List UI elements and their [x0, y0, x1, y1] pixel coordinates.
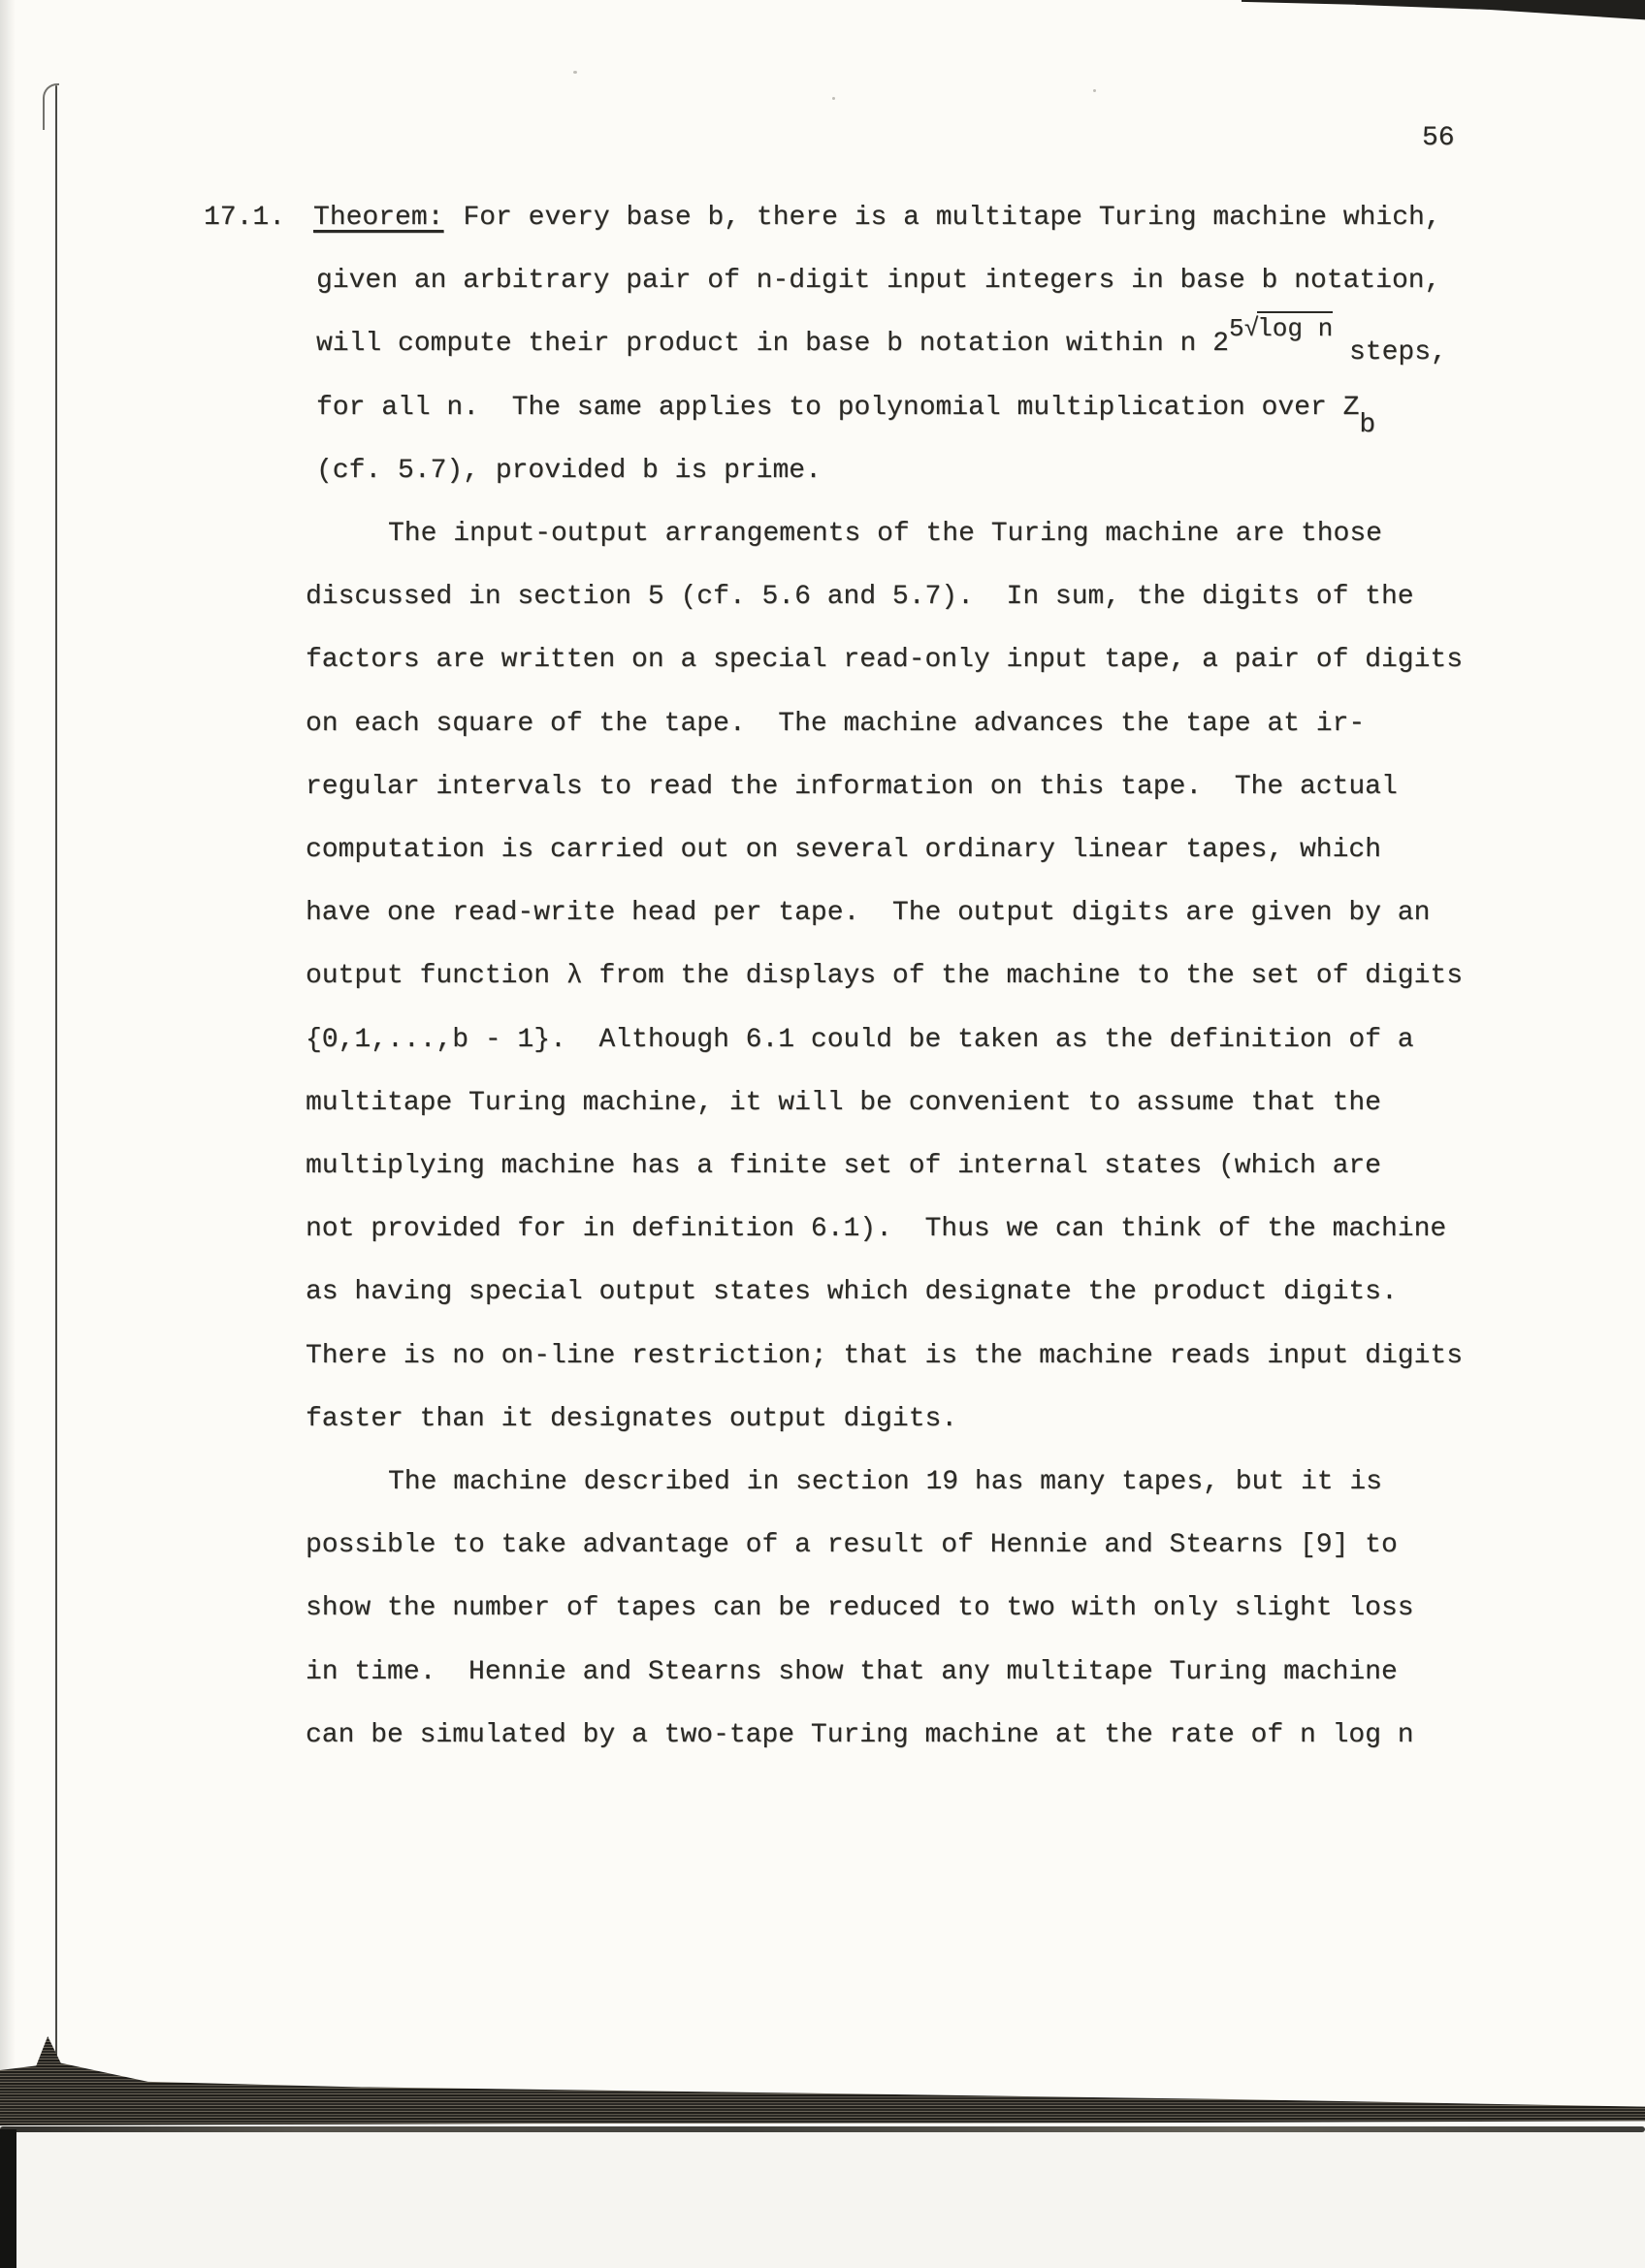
text-line: There is no on-line restriction; that is the machine reads input digits: [306, 1340, 1463, 1371]
exponent-expression: 5√log n: [1229, 298, 1333, 361]
page-number: 56: [1422, 123, 1455, 153]
scan-artifact-top-right: [1242, 0, 1645, 23]
text-line: regular intervals to read the information on this tape. The actual: [306, 771, 1398, 802]
z-subscript: b: [1359, 409, 1376, 440]
scan-bottom-area: [0, 2132, 1645, 2268]
theorem-heading: Theorem:: [313, 203, 444, 233]
text-line: factors are written on a special read-only input tape, a pair of digits: [306, 645, 1463, 676]
formula-tail: steps,: [1333, 337, 1447, 368]
text-line: as having special output states which designate the product digits.: [306, 1277, 1398, 1308]
text-line: output function λ from the displays of the machine to the set of digits: [306, 961, 1463, 992]
text-line: faster than it designates output digits.: [306, 1403, 958, 1434]
scan-speck: [1093, 89, 1096, 92]
text-line: discussed in section 5 (cf. 5.6 and 5.7). In sum, the digits of the: [306, 582, 1414, 613]
scan-artifact-bottom-band: [0, 2036, 1645, 2125]
text-line: not provided for in definition 6.1). Thus we can think of the machine: [306, 1214, 1447, 1245]
radicand: log n: [1257, 311, 1333, 343]
text-line: {0,1,...,b - 1}. Although 6.1 could be taken as the definition of a: [306, 1024, 1414, 1055]
page-edge-line: [55, 85, 57, 2065]
scan-speck: [832, 97, 835, 100]
scan-artifact-bottom-left-strip: [0, 2129, 16, 2268]
text-line: The input-output arrangements of the Turing machine are those: [388, 519, 1382, 549]
section-number: 17.1.: [204, 203, 286, 233]
text-line: can be simulated by a two-tape Turing machine at the rate of n log n: [306, 1719, 1414, 1750]
text-line: (cf. 5.7), provided b is prime.: [316, 455, 822, 486]
text-line: have one read-write head per tape. The output digits are given by an: [306, 898, 1431, 929]
text-line: possible to take advantage of a result of Hennie and Stearns [9] to: [306, 1530, 1398, 1561]
text-line: for all n. The same applies to polynomial multiplication over Zb: [316, 376, 1375, 439]
theorem-text: For every base b, there is a multitape Turing machine which,: [463, 203, 1441, 233]
text-line: computation is carried out on several ordinary linear tapes, which: [306, 835, 1381, 865]
text-line: [204, 186, 1441, 249]
text-line: multiplying machine has a finite set of internal states (which are: [306, 1151, 1381, 1181]
text-line: will compute their product in base b notation within n 25√log n steps,: [316, 312, 1447, 375]
text-line: given an arbitrary pair of n-digit input integers in base b notation,: [316, 266, 1441, 297]
text-line: on each square of the tape. The machine advances the tape at ir-: [306, 708, 1366, 739]
text-line: multitape Turing machine, it will be convenient to assume that the: [306, 1087, 1381, 1118]
scan-speck: [573, 71, 577, 74]
text-line: show the number of tapes can be reduced to two with only slight loss: [306, 1593, 1414, 1624]
text-line: in time. Hennie and Stearns show that any multitape Turing machine: [306, 1656, 1398, 1687]
text-line: The machine described in section 19 has many tapes, but it is: [388, 1467, 1382, 1497]
